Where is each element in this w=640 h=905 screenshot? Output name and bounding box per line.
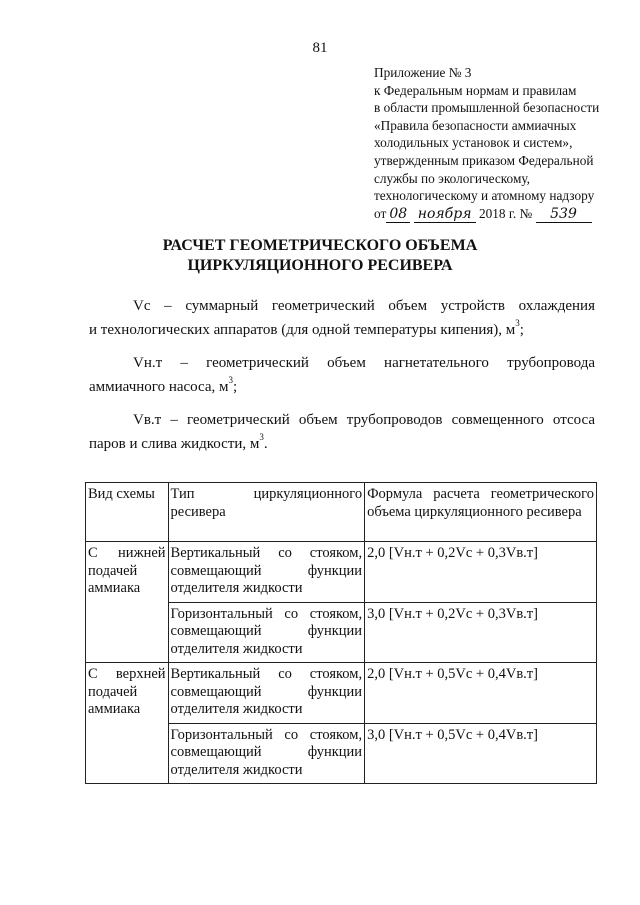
receiver-type-text: Вертикальный со стояком, совмещающий функции отделителя жидкости (170, 545, 363, 596)
approval-prefix: от (374, 205, 387, 221)
appendix-line: в области промышленной безопасности (374, 100, 600, 116)
approval-day: 08 (386, 207, 410, 223)
scheme-text: С верхней подачей аммиака (88, 666, 166, 717)
title-line-1: РАСЧЕТ ГЕОМЕТРИЧЕСКОГО ОБЪЕМА (162, 237, 478, 254)
receiver-type-text: Вертикальный со стояком, совмещающий функции отделителя жидкости (170, 666, 363, 717)
scheme-cell (86, 663, 169, 784)
appendix-line: технологическому и атомному надзору (374, 188, 595, 204)
unit-superscript: 3 (259, 432, 264, 442)
formula-table (85, 482, 597, 784)
document-title (0, 236, 640, 276)
appendix-line: Приложение № 3 (374, 65, 472, 80)
appendix-line: утвержденным приказом Федеральной (374, 152, 594, 168)
receiver-type-cell (168, 663, 365, 724)
header-receiver-type (168, 483, 365, 542)
definition-end: ; (519, 322, 524, 338)
definition-tail-text: аммиачного насоса, м (89, 379, 229, 395)
definition-head: Vс – суммарный геометрический объем устройств охлаждения (133, 298, 595, 314)
definition-tail (89, 318, 595, 342)
definition-tail (89, 432, 595, 456)
definition-vc (89, 294, 595, 342)
definition-head: Vн.т – геометрический объем нагнетательного трубопровода (133, 355, 595, 371)
approval-number: 539 (536, 207, 592, 223)
formula-cell (365, 542, 597, 603)
header-scheme (86, 483, 169, 542)
definitions (89, 294, 595, 465)
formula-cell (365, 723, 597, 784)
appendix-line: холодильных установок и систем», (374, 135, 573, 151)
definition-tail-text: паров и слива жидкости, м (89, 436, 260, 452)
appendix-line: «Правила безопасности аммиачных (374, 117, 577, 133)
table-row (86, 663, 597, 724)
definition-end: ; (233, 379, 238, 395)
table-row (86, 542, 597, 603)
approval-year: 2018 г. № (478, 205, 533, 221)
scheme-cell (86, 542, 169, 663)
formula-cell (365, 602, 597, 663)
header-formula (365, 483, 597, 542)
formula-text: 3,0 [Vн.т + 0,5Vс + 0,4Vв.т] (367, 726, 538, 743)
definition-end: . (263, 436, 268, 452)
table-header-row (86, 483, 597, 542)
page-number: 81 (312, 40, 328, 56)
formula-cell (365, 663, 597, 724)
formula-text: 2,0 [Vн.т + 0,5Vс + 0,4Vв.т] (367, 666, 538, 682)
unit-superscript: 3 (228, 375, 234, 385)
unit-superscript: 3 (515, 318, 520, 328)
receiver-type-text: Горизонтальный со стояком, совмещающий функции отделителя жидкости (170, 726, 363, 778)
title-line-2: ЦИРКУЛЯЦИОННОГО РЕСИВЕРА (187, 257, 453, 274)
formula-text: 3,0 [Vн.т + 0,2Vс + 0,3Vв.т] (367, 605, 538, 622)
header-text: Формула расчета геометрического объема циркуляционного ресивера (367, 486, 594, 520)
definition-vvt (89, 408, 595, 456)
receiver-type-cell (168, 602, 365, 663)
approval-month: ноября (414, 207, 476, 223)
approval-line (374, 205, 624, 223)
header-text: Вид схемы (88, 486, 155, 502)
receiver-type-cell (168, 723, 365, 784)
appendix-block (374, 64, 624, 223)
appendix-line: к Федеральным нормам и правилам (374, 82, 577, 98)
receiver-type-text: Горизонтальный со стояком, совмещающий функции отделителя жидкости (170, 605, 363, 657)
header-text: Тип циркуляционного ресивера (170, 486, 363, 520)
definition-tail (89, 375, 595, 399)
appendix-line: службы по экологическому, (374, 170, 531, 186)
definition-head: Vв.т – геометрический объем трубопроводов совмещенного отсоса (133, 412, 595, 428)
definition-tail-text: и технологических аппаратов (для одной температуры кипения), м (89, 322, 516, 338)
formula-text: 2,0 [Vн.т + 0,2Vс + 0,3Vв.т] (367, 545, 538, 561)
definition-vnt (89, 351, 595, 399)
scheme-text: С нижней подачей аммиака (88, 545, 166, 596)
receiver-type-cell (168, 542, 365, 603)
